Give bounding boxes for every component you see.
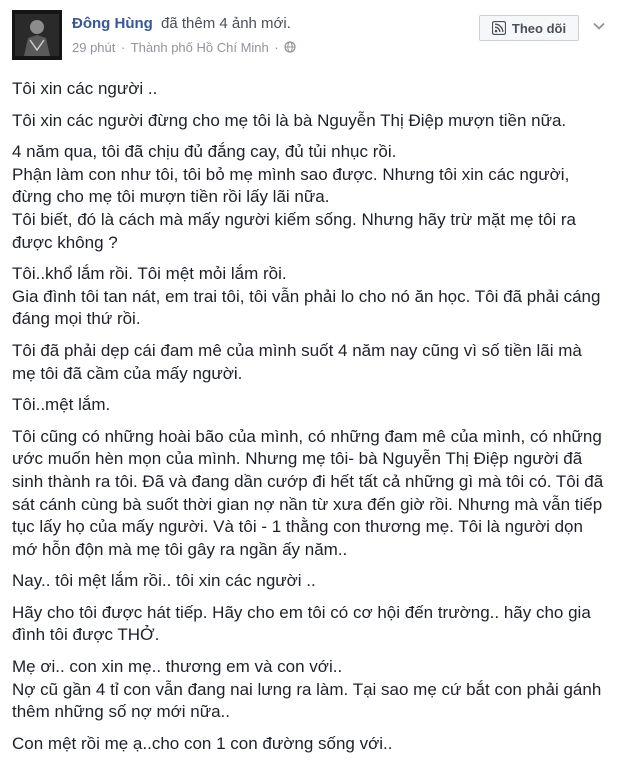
post-paragraph [12,263,608,331]
post-text-line: Tôi biết, đó là cách mà mấy người kiếm sống. Nhưng hãy trừ mặt mẹ tôi ra được không ? [12,209,577,252]
post-paragraph [12,78,608,101]
post-text-line: Tôi xin các người .. [12,79,158,98]
follow-button-label: Theo dõi [511,20,567,36]
post-meta [72,40,296,56]
post-timestamp[interactable]: 29 phút [72,40,116,55]
avatar-photo [12,10,62,60]
post-paragraph [12,426,608,562]
author-name[interactable]: Đông Hùng [72,15,153,32]
rss-icon [492,21,506,35]
post-text-line: Tôi..mệt lắm. [12,395,111,415]
follow-button[interactable] [479,15,579,41]
post-text-line: Hãy cho tôi được hát tiếp. Hãy cho em tôi có cơ hội đến trường.. hãy cho gia đình tôi được THỞ. [12,602,591,645]
post-text-line: Tôi..khổ lắm rồi. Tôi mệt mỏi lắm rồi. [12,264,287,284]
post-paragraph [12,110,608,133]
post-text-line: 4 năm qua, tôi đã chịu đủ đắng cay, đủ tủi nhục rồi. [12,142,397,162]
post-text-line: Tôi cũng có những hoài bão của mình, có những đam mê của mình, có những ước muốn hèn mọn của mình. Nhưng mẹ tôi- bà Nguyễn Thị Điệp người đã sinh thành ra tôi. Đã và đang dần cướp đi hết tất cả những gì mà tôi có. Tôi đã sát cánh cùng bà suốt thời gian nợ nần từ xưa đến giờ rồi. Nhưng mà vẫn tiếp tục lấy họ của mấy người. Và tôi - 1 thằng con thương mẹ. Tôi là người dọn mớ hỗn độn mà mẹ tôi gây ra ngần ấy năm.. [12,426,604,559]
post-paragraph [12,141,608,254]
post-text-line: Con mệt rồi mẹ ạ..cho con 1 con đường sống với.. [12,733,393,753]
post-text-line: Phận làm con như tôi, tôi bỏ mẹ mình sao được. Nhưng tôi xin các người, đừng cho mẹ tôi mượn tiền rồi lấy lãi nữa. [12,164,570,207]
post-text-line: Nợ cũ gần 4 tỉ con vẫn đang nai lưng ra làm. Tại sao mẹ cứ bắt con phải gánh thêm những số nợ mới nữa.. [12,679,602,722]
post-text-line: Mẹ ơi.. con xin mẹ.. thương em và con với.. [12,657,343,677]
post-text-line: Nay.. tôi mệt lắm rồi.. tôi xin các người .. [12,571,316,591]
post-text-line: Gia đình tôi tan nát, em trai tôi, tôi vẫn phải lo cho nó ăn học. Tôi đã phải cáng đáng mọi thứ rồi. [12,286,601,329]
chevron-down-icon[interactable] [591,18,607,34]
post-header [12,10,608,60]
post-text-line: Tôi xin các người đừng cho mẹ tôi là bà Nguyễn Thị Điệp mượn tiền nữa. [12,110,567,130]
post-paragraph [12,656,608,724]
post-body [12,78,608,764]
meta-separator: · [121,40,126,55]
post-paragraph [12,340,608,385]
post-title-line [72,14,291,34]
post-paragraph [12,394,608,417]
post-paragraph [12,570,608,593]
post-text-line: Tôi đã phải dẹp cái đam mê của mình suốt 4 năm nay cũng vì số tiền lãi mà mẹ tôi đã cầm của mấy người. [12,340,582,383]
post-action-text: đã thêm 4 ảnh mới. [160,15,291,32]
meta-separator-privacy: · [274,40,279,55]
post-paragraph [12,602,608,647]
post-paragraph [12,733,608,756]
avatar[interactable] [12,10,62,60]
globe-icon[interactable] [284,41,296,53]
post-location[interactable]: Thành phố Hồ Chí Minh [130,40,269,55]
